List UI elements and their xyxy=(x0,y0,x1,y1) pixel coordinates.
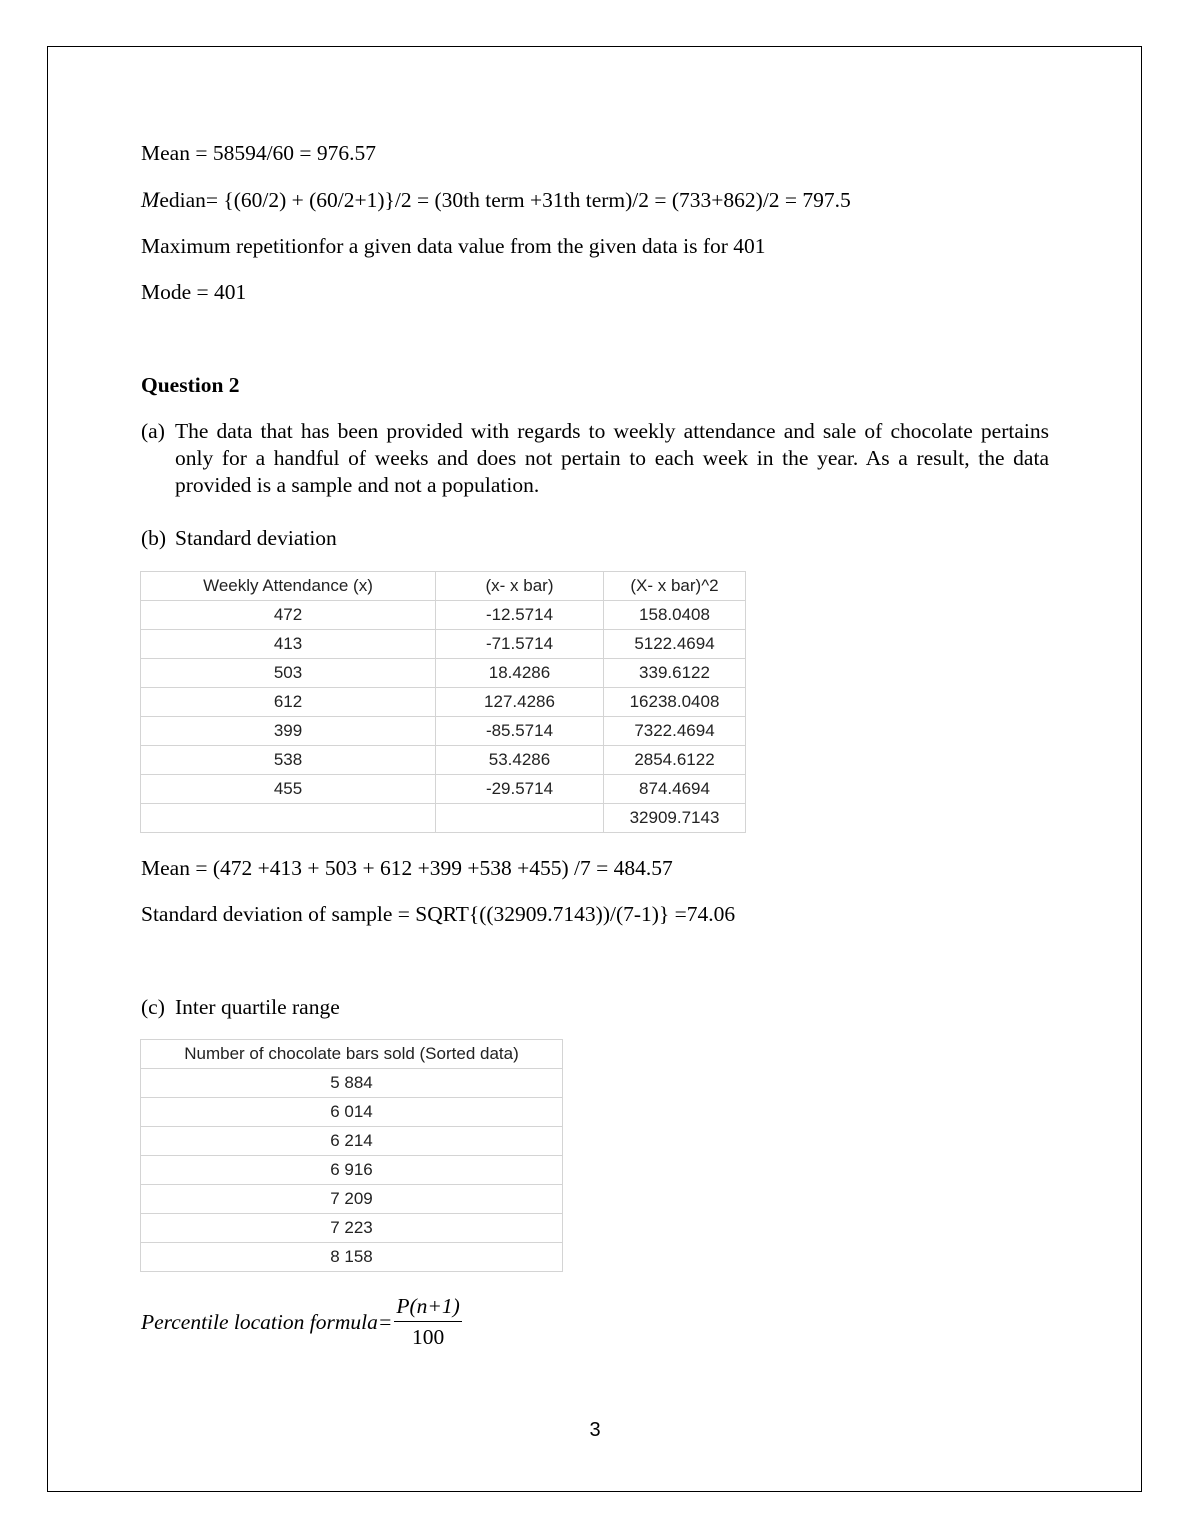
table-cell: 53.4286 xyxy=(436,746,604,775)
table-row xyxy=(141,1185,563,1214)
table-row xyxy=(141,1243,563,1272)
table-cell: 455 xyxy=(141,775,436,804)
table-row xyxy=(141,1127,563,1156)
header-cell: Weekly Attendance (x) xyxy=(141,572,436,601)
formula-denominator: 100 xyxy=(411,1325,445,1349)
table-cell: 874.4694 xyxy=(604,775,746,804)
table-cell: -71.5714 xyxy=(436,630,604,659)
table-cell: 538 xyxy=(141,746,436,775)
chocolate-sales-table xyxy=(140,1039,563,1272)
table-cell: 339.6122 xyxy=(604,659,746,688)
table-cell: 7 223 xyxy=(141,1214,563,1243)
formula-numerator: P(n+1) xyxy=(394,1294,461,1322)
item-b-title: Standard deviation xyxy=(175,526,337,550)
table-cell: 472 xyxy=(141,601,436,630)
table-cell: -85.5714 xyxy=(436,717,604,746)
table-cell: 6 214 xyxy=(141,1127,563,1156)
header-cell: Number of chocolate bars sold (Sorted data) xyxy=(141,1040,563,1069)
table-row xyxy=(141,1069,563,1098)
item-c-label: (c) xyxy=(141,995,165,1019)
table-cell: 6 014 xyxy=(141,1098,563,1127)
sample-sd-line: Standard deviation of sample = SQRT{((32909.7143))/(7-1)} =74.06 xyxy=(141,902,736,926)
table-row xyxy=(141,601,746,630)
table-row xyxy=(141,746,746,775)
table-total-row xyxy=(141,804,746,833)
table-cell: 413 xyxy=(141,630,436,659)
question-2-heading: Question 2 xyxy=(141,373,240,397)
table-row xyxy=(141,1214,563,1243)
item-a-label: (a) xyxy=(141,419,165,443)
table-cell: 6 916 xyxy=(141,1156,563,1185)
table-cell: 18.4286 xyxy=(436,659,604,688)
table-cell: 32909.7143 xyxy=(604,804,746,833)
median-text: edian= {(60/2) + (60/2+1)}/2 = (30th term +31th term)/2 = (733+862)/2 = 797.5 xyxy=(159,188,851,212)
header-cell: (x- x bar) xyxy=(436,572,604,601)
mode-line: Mode = 401 xyxy=(141,280,247,304)
max-repetition-line: Maximum repetitionfor a given data value from the given data is for 401 xyxy=(141,234,766,258)
table-row xyxy=(141,1156,563,1185)
table-row xyxy=(141,659,746,688)
item-c xyxy=(141,994,1049,1021)
table-cell: 8 158 xyxy=(141,1243,563,1272)
table-cell: 5 884 xyxy=(141,1069,563,1098)
formula-lhs: Percentile location formula= xyxy=(141,1309,393,1334)
table-cell: 158.0408 xyxy=(604,601,746,630)
table-cell: 7 209 xyxy=(141,1185,563,1214)
page-number: 3 xyxy=(589,1419,601,1441)
item-b-label: (b) xyxy=(141,526,167,550)
table-cell: 399 xyxy=(141,717,436,746)
table-cell xyxy=(141,804,436,833)
sample-mean-line: Mean = (472 +413 + 503 + 612 +399 +538 +455) /7 = 484.57 xyxy=(141,856,673,880)
table-cell: 7322.4694 xyxy=(604,717,746,746)
median-line xyxy=(141,187,851,213)
table-cell: 127.4286 xyxy=(436,688,604,717)
table-row xyxy=(141,688,746,717)
table-row xyxy=(141,630,746,659)
table-row xyxy=(141,717,746,746)
header-cell: (X- x bar)^2 xyxy=(604,572,746,601)
table-cell: 612 xyxy=(141,688,436,717)
item-a-text: The data that has been provided with regards to weekly attendance and sale of chocolate pertains only for a handful of weeks and does not pertain to each week in the year. As a result, the data provided is a sample and not a population. xyxy=(175,419,1049,497)
table-cell: 2854.6122 xyxy=(604,746,746,775)
formula-fraction xyxy=(394,1294,461,1350)
table-row xyxy=(141,1098,563,1127)
mean-line: Mean = 58594/60 = 976.57 xyxy=(141,141,377,165)
item-b xyxy=(141,525,1049,552)
table-cell: -12.5714 xyxy=(436,601,604,630)
std-deviation-table xyxy=(140,571,746,833)
percentile-formula xyxy=(141,1294,462,1350)
table-header-row xyxy=(141,572,746,601)
table-cell: -29.5714 xyxy=(436,775,604,804)
item-c-title: Inter quartile range xyxy=(175,995,340,1019)
table-cell: 5122.4694 xyxy=(604,630,746,659)
item-a xyxy=(141,418,1049,499)
table-cell xyxy=(436,804,604,833)
table-row xyxy=(141,775,746,804)
median-m: M xyxy=(141,187,160,212)
table-cell: 503 xyxy=(141,659,436,688)
table-header-row xyxy=(141,1040,563,1069)
table-cell: 16238.0408 xyxy=(604,688,746,717)
